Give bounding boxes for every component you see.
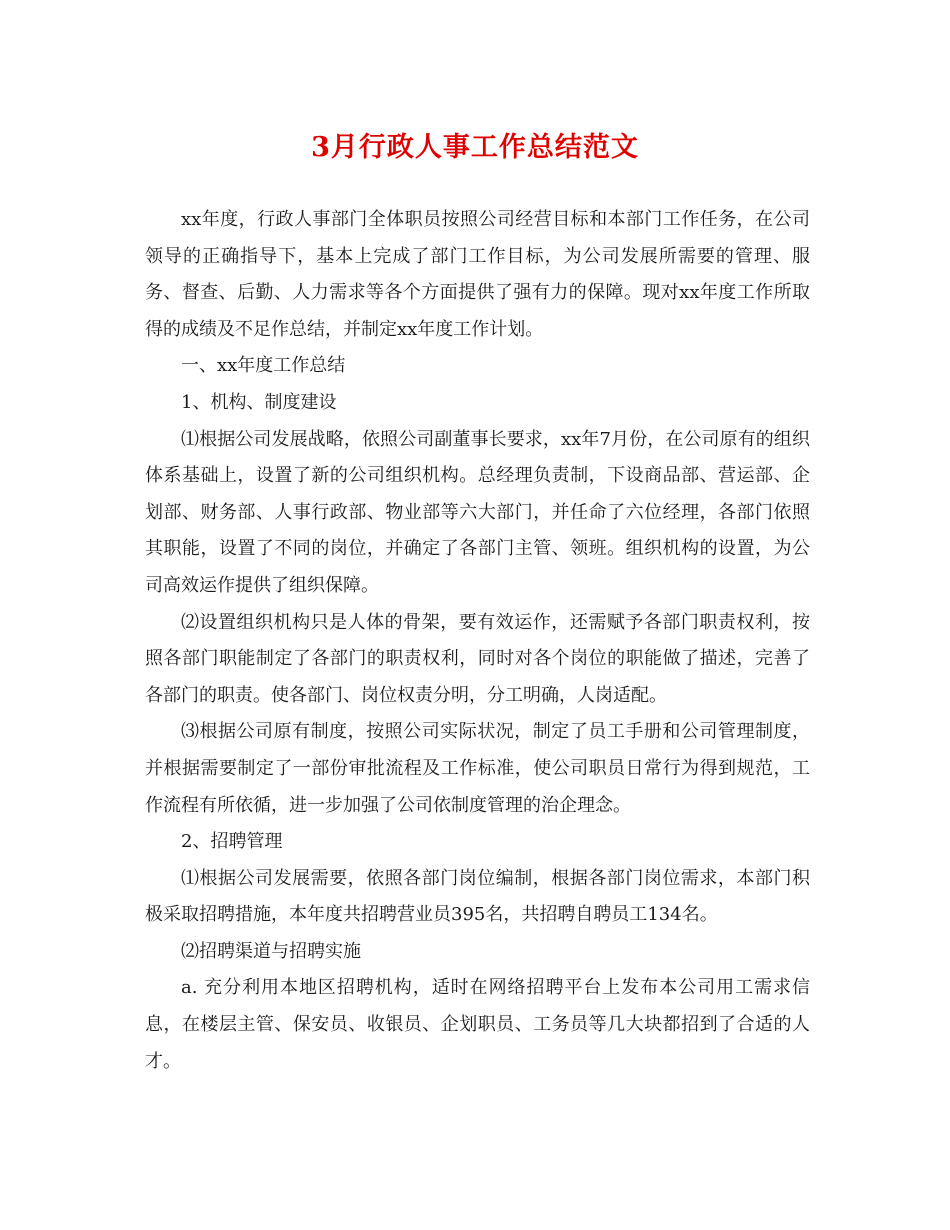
paragraph-recruitment-2: ⑵招聘渠道与招聘实施	[181, 940, 361, 962]
document-body	[145, 202, 810, 1080]
section-heading-annual-summary: 一、xx年度工作总结	[181, 355, 346, 377]
paragraph-recruitment-a: a. 充分利用本地区招聘机构，适时在网络招聘平台上发布本公司用工需求信息，在楼层主管、保安员、收银员、企划职员、工务员等几大块都招到了合适的人才。	[145, 977, 810, 1072]
paragraph-organization-1: ⑴根据公司发展战略，依照公司副董事长要求，xx年7月份，在公司原有的组织体系基础上，设置了新的公司组织机构。总经理负责制，下设商品部、营运部、企划部、财务部、人事行政部、物业部等六大部门，并任命了六位经理，各部门依照其职能，设置了不同的岗位，并确定了各部门主管、领班。组织机构的设置，为公司高效运作提供了组织保障。	[145, 428, 810, 596]
subsection-heading-organization: 1、机构、制度建设	[181, 391, 337, 413]
subsection-heading-recruitment: 2、招聘管理	[181, 831, 283, 853]
paragraph-intro: xx年度，行政人事部门全体职员按照公司经营目标和本部门工作任务，在公司领导的正确指导下，基本上完成了部门工作目标，为公司发展所需要的管理、服务、督查、后勤、人力需求等各个方面提供了强有力的保障。现对xx年度工作所取得的成绩及不足作总结，并制定xx年度工作计划。	[145, 209, 810, 340]
paragraph-recruitment-1: ⑴根据公司发展需要，依照各部门岗位编制，根据各部门岗位需求，本部门积极采取招聘措施，本年度共招聘营业员395名，共招聘自聘员工134名。	[145, 867, 810, 926]
document-title: 3月行政人事工作总结范文	[311, 132, 639, 163]
paragraph-organization-3: ⑶根据公司原有制度，按照公司实际状况，制定了员工手册和公司管理制度，并根据需要制定了一部份审批流程及工作标准，使公司职员日常行为得到规范，工作流程有所依循，进一步加强了公司依制度管理的治企理念。	[145, 721, 810, 816]
paragraph-organization-2: ⑵设置组织机构只是人体的骨架，要有效运作，还需赋予各部门职责权利，按照各部门职能制定了各部门的职责权利，同时对各个岗位的职能做了描述，完善了各部门的职责。使各部门、岗位权责分明，分工明确，人岗适配。	[145, 611, 810, 706]
